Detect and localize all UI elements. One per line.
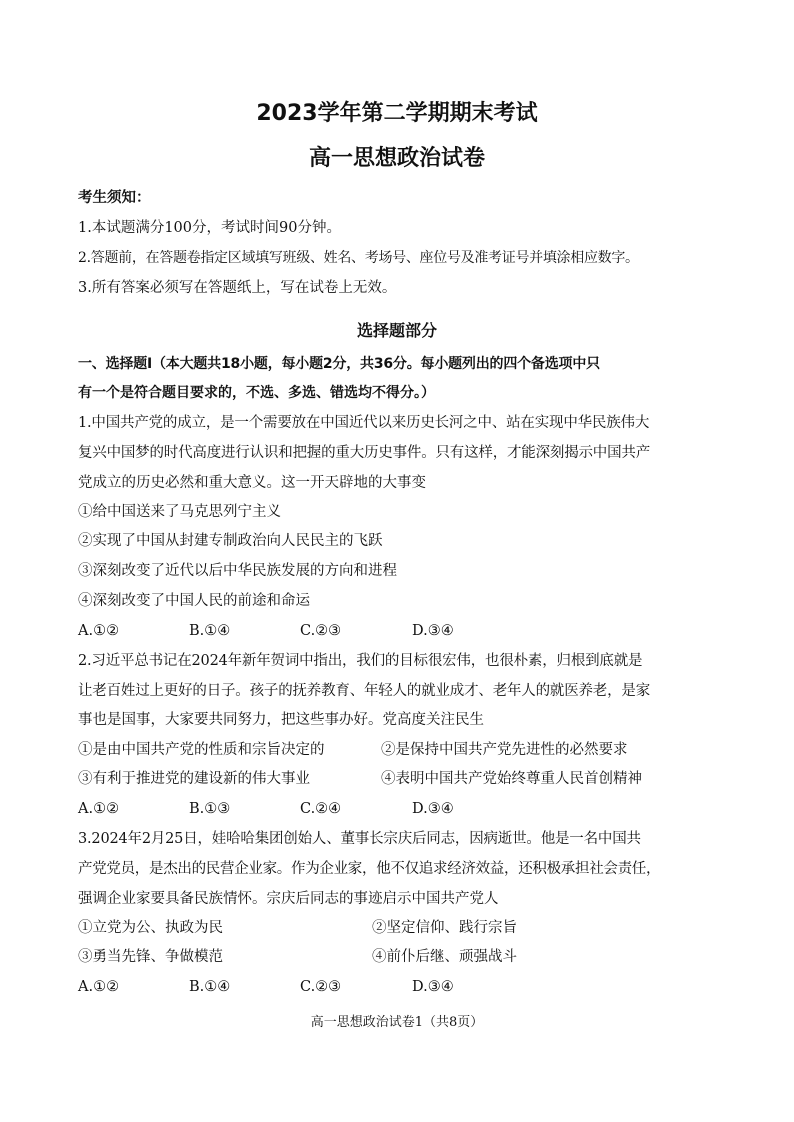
exam-subtitle: 高一思想政治试卷 [308,146,485,171]
question-2-statement: ②是保持中国共产党先进性的必然要求 [381,742,628,758]
question-2-stem: 让老百姓过上更好的日子。孩子的抚养教育、年轻人的就业成才、老年人的就医养老，是家 [78,683,650,699]
question-3-statement: ④前仆后继、顽强战斗 [372,949,517,965]
question-2-option-c: C.②④ [300,801,342,817]
question-1-statement: ④深刻改变了中国人民的前途和命运 [78,593,310,609]
question-3-option-c: C.②③ [300,979,342,995]
question-2-stem: 事也是国事，大家要共同努力，把这些事办好。党高度关注民生 [78,712,484,728]
question-2-statement: ③有利于推进党的建设新的伟大事业 [78,771,310,787]
question-1-option-a: A.①② [78,623,120,639]
question-1-statement: ①给中国送来了马克思列宁主义 [78,504,281,520]
question-3-option-b: B.①④ [189,979,231,995]
question-2-option-d: D.③④ [412,801,454,817]
question-1-statement: ②实现了中国从封建专制政治向人民民主的飞跃 [78,533,383,549]
question-2-option-b: B.①③ [189,801,231,817]
question-3-statement: ①立党为公、执政为民 [78,920,223,936]
question-1-option-b: B.①④ [189,623,231,639]
question-3-option-d: D.③④ [412,979,454,995]
notice-item: 3.所有答案必须写在答题纸上，写在试卷上无效。 [78,280,397,296]
question-2-stem: 2.习近平总书记在2024年新年贺词中指出，我们的目标很宏伟，也很朴素，归根到底就是 [78,653,643,669]
part-instruction: 有一个是符合题目要求的，不选、多选、错选均不得分。） [78,385,435,401]
question-1-statement: ③深刻改变了近代以后中华民族发展的方向和进程 [78,563,397,579]
part-instruction: 一、选择题Ⅰ（本大题共18小题，每小题2分，共36分。每小题列出的四个备选项中只 [78,356,600,372]
question-3-option-a: A.①② [78,979,120,995]
question-3-stem: 产党党员，是杰出的民营企业家。作为企业家，他不仅追求经济效益，还积极承担社会责任， [78,861,661,877]
exam-title: 2023学年第二学期期末考试 [256,101,538,126]
notice-item: 1.本试题满分100分，考试时间90分钟。 [78,220,341,236]
question-2-option-a: A.①② [78,801,120,817]
section-title: 选择题部分 [356,321,437,340]
question-3-stem: 强调企业家要具备民族情怀。宗庆后同志的事迹启示中国共产党人 [78,891,499,907]
question-3-stem: 3.2024年2月25日，娃哈哈集团创始人、董事长宗庆后同志，因病逝世。他是一名中国共 [78,831,641,847]
notice-item: 2.答题前，在答题卷指定区域填写班级、姓名、考场号、座位号及准考证号并填涂相应数字。 [78,250,639,266]
page-footer: 高一思想政治试卷1（共8页） [310,1015,484,1030]
question-1-stem: 复兴中国梦的时代高度进行认识和把握的重大历史事件。只有这样，才能深刻揭示中国共产 [78,445,650,461]
question-3-statement: ③勇当先锋、争做模范 [78,949,223,965]
question-1-stem: 1.中国共产党的成立，是一个需要放在中国近代以来历史长河之中、站在实现中华民族伟大 [78,415,650,431]
question-3-statement: ②坚定信仰、践行宗旨 [372,920,517,936]
question-1-option-d: D.③④ [412,623,454,639]
question-2-statement: ④表明中国共产党始终尊重人民首创精神 [381,771,642,787]
notice-heading: 考生须知： [78,190,151,206]
question-1-option-c: C.②③ [300,623,342,639]
question-2-statement: ①是由中国共产党的性质和宗旨决定的 [78,742,325,758]
question-1-stem: 党成立的历史必然和重大意义。这一开天辟地的大事变 [78,475,426,491]
